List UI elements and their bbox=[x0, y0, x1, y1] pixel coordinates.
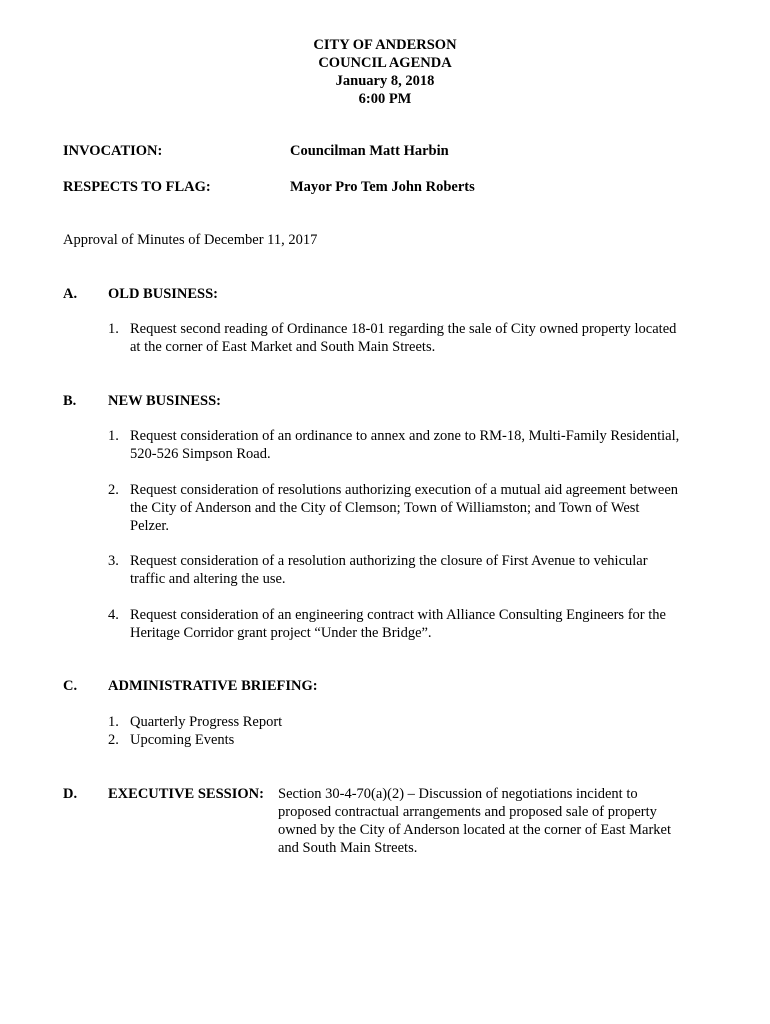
list-item bbox=[108, 427, 748, 467]
section-d-letter: D. bbox=[63, 786, 78, 802]
list-item bbox=[108, 320, 748, 360]
executive-session-line: and South Main Streets. bbox=[278, 840, 418, 856]
section-c-title: ADMINISTRATIVE BRIEFING: bbox=[108, 678, 318, 694]
executive-session-text bbox=[278, 785, 748, 857]
list-item bbox=[108, 552, 748, 592]
item-number: 2. bbox=[108, 482, 119, 498]
item-text-line: Request consideration of a resolution authorizing the closure of First Avenue to vehicular bbox=[130, 553, 648, 569]
item-text-line: Request consideration of an engineering contract with Alliance Consulting Engineers for the bbox=[130, 607, 666, 623]
flag-label: RESPECTS TO FLAG: bbox=[63, 179, 211, 195]
item-text-line: Pelzer. bbox=[130, 518, 170, 534]
executive-session-line: Section 30-4-70(a)(2) – Discussion of negotiations incident to bbox=[278, 786, 638, 802]
section-b-title: NEW BUSINESS: bbox=[108, 393, 221, 409]
item-text-line: traffic and altering the use. bbox=[130, 571, 286, 587]
invocation-value: Councilman Matt Harbin bbox=[290, 143, 449, 159]
section-a-title: OLD BUSINESS: bbox=[108, 286, 218, 302]
approval-of-minutes: Approval of Minutes of December 11, 2017 bbox=[63, 232, 318, 248]
agenda-header bbox=[0, 36, 770, 108]
list-item bbox=[108, 713, 748, 731]
list-item bbox=[108, 731, 748, 749]
section-d-title: EXECUTIVE SESSION: bbox=[108, 786, 264, 802]
item-text-line: Request consideration of resolutions authorizing execution of a mutual aid agreement between bbox=[130, 482, 679, 498]
item-text-line: Request second reading of Ordinance 18-01 regarding the sale of City owned property located bbox=[130, 321, 677, 337]
agenda-time: 6:00 PM bbox=[358, 91, 412, 107]
item-text-line: Request consideration of an ordinance to annex and zone to RM-18, Multi-Family Residential, bbox=[130, 428, 680, 444]
item-number: 4. bbox=[108, 607, 119, 623]
section-a-letter: A. bbox=[63, 286, 78, 302]
item-number: 1. bbox=[108, 714, 119, 730]
item-text-line: Quarterly Progress Report bbox=[130, 714, 283, 730]
item-text-line: 520-526 Simpson Road. bbox=[130, 446, 271, 462]
item-number: 3. bbox=[108, 553, 119, 569]
item-number: 1. bbox=[108, 428, 119, 444]
agenda-date: January 8, 2018 bbox=[335, 73, 435, 89]
executive-session-line: owned by the City of Anderson located at the corner of East Market bbox=[278, 822, 671, 838]
list-item bbox=[108, 606, 748, 646]
city-name: CITY OF ANDERSON bbox=[313, 37, 457, 53]
item-text-line: the City of Anderson and the City of Clemson; Town of Williamston; and Town of West bbox=[130, 500, 640, 516]
list-item bbox=[108, 481, 748, 537]
section-b-letter: B. bbox=[63, 393, 77, 409]
executive-session-line: proposed contractual arrangements and proposed sale of property bbox=[278, 804, 657, 820]
item-number: 1. bbox=[108, 321, 119, 337]
flag-value: Mayor Pro Tem John Roberts bbox=[290, 179, 475, 195]
item-text-line: at the corner of East Market and South Main Streets. bbox=[130, 339, 436, 355]
agenda-title: COUNCIL AGENDA bbox=[318, 55, 452, 71]
invocation-label: INVOCATION: bbox=[63, 143, 163, 159]
item-number: 2. bbox=[108, 732, 119, 748]
item-text-line: Heritage Corridor grant project “Under the Bridge”. bbox=[130, 625, 432, 641]
item-text-line: Upcoming Events bbox=[130, 732, 235, 748]
section-c-letter: C. bbox=[63, 678, 78, 694]
